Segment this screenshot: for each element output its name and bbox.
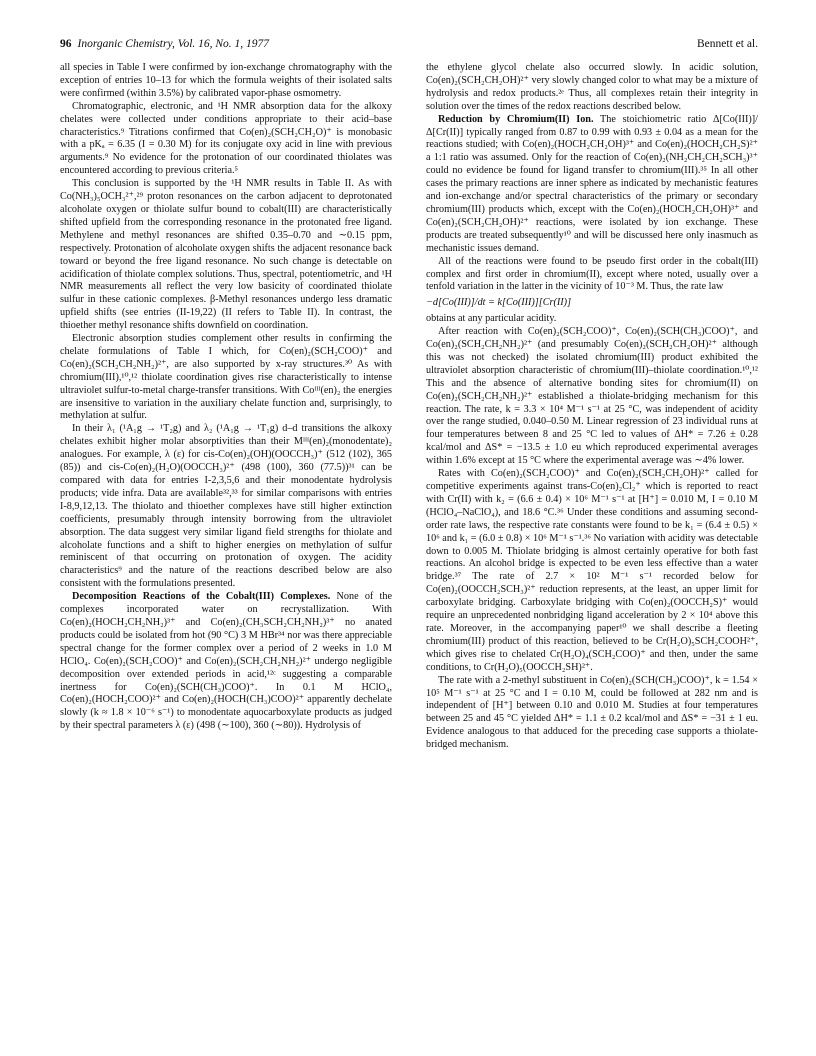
left-column <box>60 62 392 733</box>
paragraph-text: This conclusion is supported by the ¹H NMR results in Table II. As with Co(NH₃)₅OCH₃²⁺,²⁹ proton resonances on the carbon adjacent to deprotonated alcoholate oxygen or thiolate sulfur bound to cobalt(III) are characteristically shifted upfield from the corresponding resonance in the protonated free ligand. Methylene and methyl resonances are shifted 0.35–0.70 and ∼0.15 ppm, respectively. Protonation of alcoholate oxygen shifts the adjacent resonance back toward or beyond the free ligand resonance. No such change is detectable on acidification of thiolate complex solutions. Thus, spectral, potentiometric, and ¹H NMR measurements all reflect the very low basicity of coordinated thiolate sulfur in these cationic complexes. β-Methyl resonances undergo less dramatic upfield shifts (see entries (II-19,22) (II refers to Table II). In contrast, the thioether methyl resonance shifts downfield on coordination. <box>60 178 392 332</box>
paragraph <box>426 675 758 752</box>
paragraph-text: In their λ₁ (¹A₁g → ¹T₂g) and λ₂ (¹A₁g → ¹T₁g) d–d transitions the alkoxy chelates exhibit higher molar absorptivities than their Mᴵᴵᴵ(en)₂(monodentate)₂ analogues. For example, λ (ε) for cis-Co(en)₂(OH)(OOCCH₃)⁺ (512 (102), 365 (85)) and cis-Co(en)₂(H₂O)(OOCCH₃)²⁺ (498 (100), 360 (77.5))³¹ can be compared with data for entries I-2,3,5,6 and their monodentate hydrolysis products; vide infra. Data are available³²,³³ for similar comparisons with entries I-8,9,12,13. The thiolato and thioether complexes have still higher extinction coefficients, presumably through intensity borrowing from the ultraviolet absorption. The data suggest very similar ligand field strengths for thiolate and alcoholate functions and a shift to higher energies on methylation of sulfur reminiscent of that occurring on protonation of oxygen. The acidity characteristics⁹ and the nature of the reactions described below are also consistent with the formulations presented. <box>60 423 392 590</box>
paragraph <box>60 591 392 733</box>
paragraph <box>60 333 392 423</box>
paragraph <box>60 101 392 178</box>
running-head <box>60 38 269 50</box>
paragraph <box>60 62 392 101</box>
journal-citation: Inorganic Chemistry, Vol. 16, No. 1, 1977 <box>77 38 270 50</box>
paragraph-text: After reaction with Co(en)₂(SCH₂COO)⁺, Co(en)₂(SCH(CH₃)COO)⁺, and Co(en)₂(SCH₂CH₂NH₂)²⁺ (and presumably Co(en)₂(SCH₂CH₂OH)²⁺ although this was not checked) the isolated chromium(III) product exhibited the ultraviolet absorption characteristic of chromium(III)–thiolate coordination.¹⁰,¹² This and the absence of alternative bonding sites for chromium(II) on Co(en)₂(SCH₂CH₂NH₂)²⁺ established a thiolate-bridging mechanism for this reaction. The rate, k = 3.3 × 10⁴ M⁻¹ s⁻¹ at 25 °C, was independent of acidity over the range studied, 0.040–0.50 M. Linear regression of 23 individual runs at four temperatures between 8 and 25 °C led to values of ΔH* = 7.26 ± 0.28 kcal/mol and ΔS* = −13.5 ± 1.0 eu which reproduced experimental averages within 1.6% except at 15 °C where the experimental average was ∼4% lower. <box>426 326 758 467</box>
paragraph <box>426 326 758 468</box>
section-run-in-heading: Reduction by Chromium(II) Ion. <box>438 113 594 125</box>
paragraph-text: the ethylene glycol chelate also occurred slowly. In acidic solution, Co(en)₂(SCH₂CH₂OH)²⁺ very slowly changed color to what may be a mixture of hydrolysis and redox products.²ᵉ Thus, all complexes retain their integrity in solution over the times of the redox reactions described below. <box>426 62 758 112</box>
right-column <box>426 62 758 752</box>
paragraph <box>426 313 758 326</box>
paragraph-text: None of the complexes incorporated water on recrystallization. With Co(en)₂(HOCH₂CH₂NH₂)³⁺ and Co(en)₂(CH₃SCH₂CH₂NH₂)³⁺ no anated products could be isolated from hot (90 °C) 3 M HBr³⁴ nor was there appreciable spectral change for the former complex over a period of 2 weeks in 1.0 M HClO₄. Co(en)₂(SCH₂COO)⁺ and Co(en)₂(SCH₂CH₂NH₂)²⁺ undergo negligible decomposition over extended periods in acid,¹²ᶜ suggesting a comparable inertness for Co(en)₂(SCH(CH₃)COO)⁺. In 0.1 M HClO₄, Co(en)₂(HOCH₂COO)²⁺ and Co(en)₂(HOCH(CH₃)COO)²⁺ apparently dechelate slowly (k ≈ 1.8 × 10⁻⁶ s⁻¹) to monodentate aquocarboxylate products as judged by their spectral parameters λ (ε) (498 (∼100), 360 (∼80)). Hydrolysis of <box>60 591 392 732</box>
paragraph-text: The rate with a 2-methyl substituent in Co(en)₂(SCH(CH₃)COO)⁺, k = 1.54 × 10⁵ M⁻¹ s⁻¹ at 25 °C and I = 0.10 M, could be followed at 282 nm and is independent of [H⁺] between 0.10 and 0.010 M. Studies at four temperatures between 25 and 45 °C yielded ΔH* = 1.1 ± 0.2 kcal/mol and ΔS* = −31 ± 1 eu. Evidence analogous to that adduced for the preceding case supports a thiolate-bridged mechanism. <box>426 674 758 751</box>
paragraph <box>60 423 392 591</box>
running-authors: Bennett et al. <box>697 38 758 50</box>
paragraph <box>426 256 758 295</box>
paragraph-text: Rates with Co(en)₂(SCH₂COO)⁺ and Co(en)₂(SCH₂CH₂OH)²⁺ called for competitive experiments against trans-Co(en)₂Cl₂⁺ which is reported to react with Cr(II) with k₂ = (6.6 ± 0.4) × 10⁶ M⁻¹ s⁻¹ at [H⁺] = 0.010 M, I = 0.10 M (HClO₄–NaClO₄), and 18.6 °C.³⁶ Under these conditions and assuming second-order rate laws, the respective rate constants were found to be k₁ = (6.4 ± 0.5) × 10⁶ and k₁ = (6.0 ± 0.8) × 10⁶ M⁻¹ s⁻¹.³⁶ No variation with acidity was detectable down to 0.005 M. Thiolate bridging is almost certainly operative for both fast reactions. An alcohol bridge is expected to be even less effective than a water bridge.³⁷ The rate of 2.7 × 10² M⁻¹ s⁻¹ recorded below for Co(en)₂(OOCCH₂SCH₃)²⁺ reduction represents, at the least, an upper limit for carboxylate bridging. Carboxylate bridging with Co(en)₂(OOCCH₂S)⁺ would require an unprecedented nonbridging ligand acceleration by 2 × 10⁴ above this rate. Moreover, in the accompanying paper¹⁰ we shall describe a fleeting chromium(III) product of this reaction, believed to be Cr(H₂O)₅SCH₂COOH²⁺, which gives rise to chelated Cr(H₂O)₄(SCH₂COO)⁺ and then, under the same conditions, to Cr(H₂O)₅(OOCCH₂SH)²⁺. <box>426 468 758 673</box>
section-run-in-heading: Decomposition Reactions of the Cobalt(III) Complexes. <box>72 591 331 603</box>
paragraph-text: Electronic absorption studies complement other results in confirming the chelate formulations of Table I which, for Co(en)₂(SCH₂COO)⁺ and Co(en)₂(SCH₂CH₂NH₂)²⁺, are also supported by x-ray structures.³⁰ As with chromium(III),¹⁰,¹² thiolate coordination gives rise characteristically to intense ultraviolet sulfur-to-metal charge-transfer transitions. With Coᴵᴵᴵ(en)₂ the energies are insensitive to variation in the auxiliary chelate function and, surprisingly, to methylation at sulfur. <box>60 333 392 422</box>
rate-law-equation: −d[Co(III)]/dt = k[Co(III)][Cr(II)] <box>426 297 572 309</box>
paragraph <box>60 178 392 333</box>
paragraph <box>426 114 758 256</box>
paragraph-text: The stoichiometric ratio Δ[Co(III)]/Δ[Cr(II)] typically ranged from 0.87 to 0.99 with 0.93 ± 0.04 as a mean for the reactions studied; with Co(en)₂(HOCH₂CH₂OH)³⁺ and Co(en)₂(HOCH₂CH₂S)²⁺ a 1:1 ratio was assumed. Only for the reaction of Co(en)₂(NH₂CH₂CH₂SCH₃)³⁺ could no evidence be found for ligand transfer to chromium(III).³⁵ In all other cases the primary reactions are inner sphere as indicated by mechanistic features and ion-exchange and/or spectral characteristics of the primary or secondary chromium(III) products which, except with the Co(en)₂(HOCH₂CH₂OH)³⁺ and Co(en)₂(SCH₂CH₂OH)²⁺ reactions, were isolated by ion exchange. These products are treated subsequently¹⁰ and will be discussed here only inasmuch as mechanistic issues demand. <box>426 113 759 254</box>
page-header <box>60 38 758 54</box>
paragraph-text: all species in Table I were confirmed by ion-exchange chromatography with the exception of entries 10–13 for which the formula weights of their isolated salts were confirmed (within 3.5%) by calibrated vapor-phase osmometry. <box>60 62 392 99</box>
page-number: 96 <box>60 38 72 50</box>
paragraph <box>426 468 758 675</box>
paragraph-text: Chromatographic, electronic, and ¹H NMR absorption data for the alkoxy chelates were collected under conditions appropriate to their acid–base characteristics.⁹ Titrations confirmed that Co(en)₂(SCH₂CH₂O)⁺ is monobasic with a pKₐ = 6.35 (I = 0.30 M) for its conjugate oxy acid in line with previous arguments.⁹ No evidence for the protonation of our coordinated thiolates was encountered according to previous criteria.⁵ <box>60 100 392 177</box>
paragraph <box>426 62 758 114</box>
paragraph-text: obtains at any particular acidity. <box>426 313 557 325</box>
paragraph-text: All of the reactions were found to be pseudo first order in the cobalt(III) complex and first order in chromium(II), except where noted, usually over a tenfold variation in the latter in the vicinity of 10⁻³ M. Thus, the rate law <box>426 255 758 293</box>
